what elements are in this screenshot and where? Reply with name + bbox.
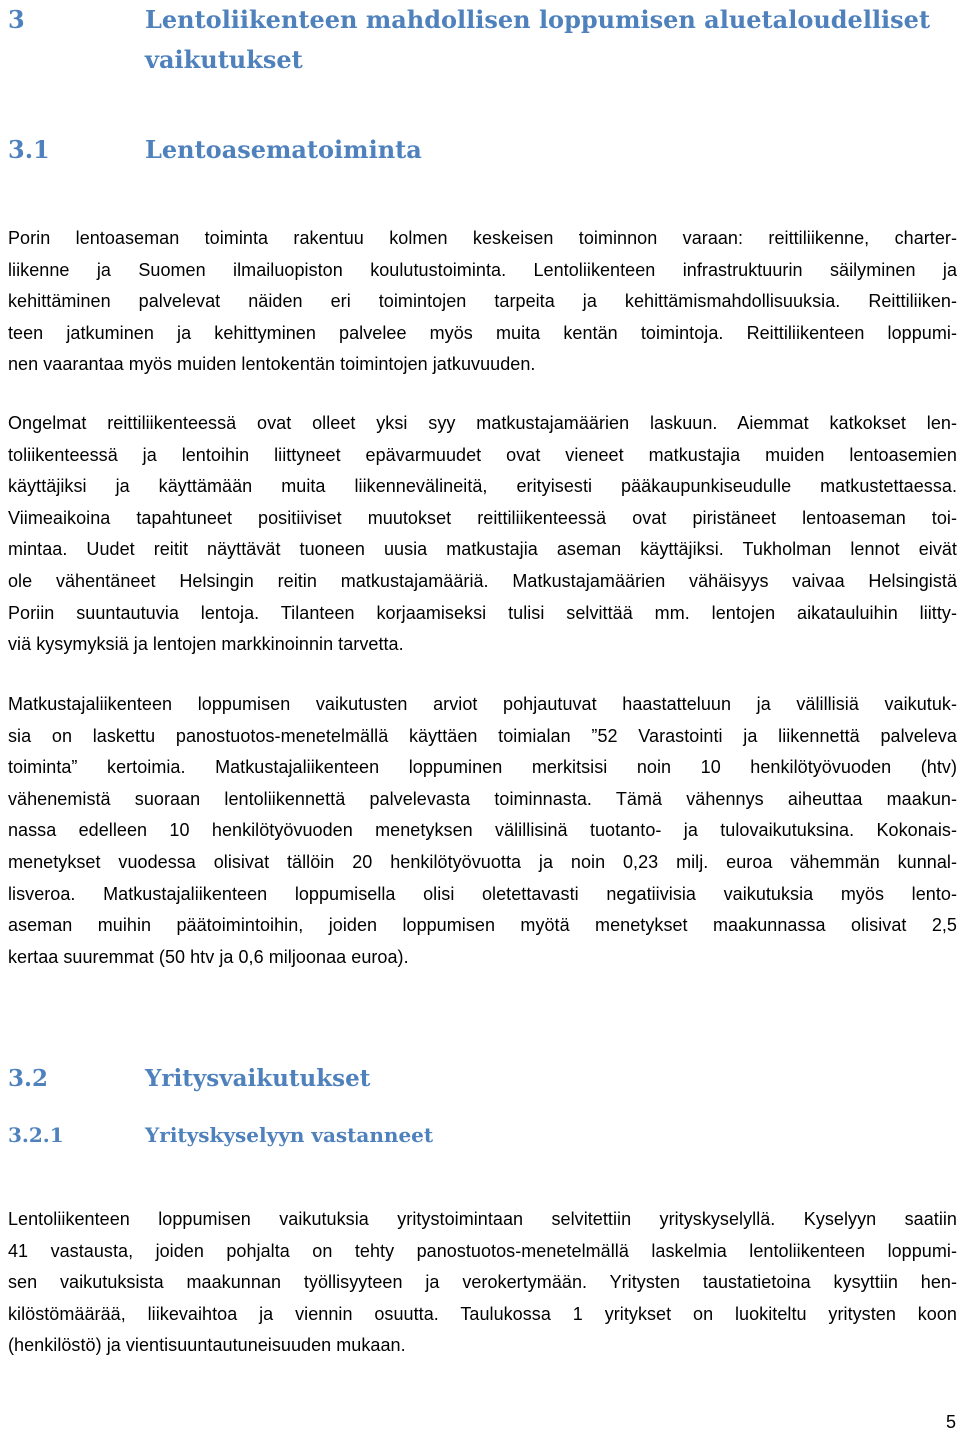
paragraph-1 [8,223,957,381]
section-3-1-title: Lentoasematoiminta [145,135,422,164]
section-3-2-1-number: 3.2.1 [8,1123,64,1147]
paragraph-3-line: Matkustajaliikenteen loppumisen vaikutusten arviot pohjautuvat haastatteluun ja välillisiä vaikutuk- [8,694,957,714]
paragraph-1-line: nen vaarantaa myös muiden lentokentän toimintojen jatkuvuuden. [8,354,536,375]
paragraph-4-line: sen vaikutuksista maakunnan työllisyyteen ja verokertymään. Yritysten taustatietoina kysyttiin hen- [8,1272,957,1293]
section-3-1-number: 3.1 [8,135,50,164]
paragraph-2-line: Ongelmat reittiliikenteessä ovat olleet yksi syy matkustajamäärien laskuun. Aiemmat katkokset len- [8,413,957,433]
paragraph-3-line: nassa edelleen 10 henkilötyövuoden menetyksen välillisinä tuotanto- ja tulovaikutuksina. Kokonais- [8,820,957,841]
section-3-2-1-title: Yrityskyselyyn vastanneet [145,1123,434,1147]
paragraph-3-line: menetykset vuodessa olisivat tällöin 20 henkilötyövuotta ja noin 0,23 milj. euroa vähemmän kunnal- [8,851,957,872]
paragraph-1-line: teen jatkuminen ja kehittyminen palvelee myös muita kentän toimintoja. Reittiliikenteen loppumi- [8,322,957,343]
paragraph-4-line: 41 vastausta, joiden pohjalta on tehty panostuotos-menetelmällä laskelmia lentoliikenteen loppumi- [8,1240,957,1261]
paragraph-2-line: ole vähentäneet Helsingin reitin matkustajamääriä. Matkustajamäärien vähäisyys vaivaa Helsingistä [8,570,957,591]
paragraph-3-line: vähenemistä suoraan lentoliikennettä palvelevasta toiminnasta. Tämä vähennys aiheuttaa maakun- [8,788,957,809]
section-3-title-line2: vaikutukset [145,45,303,74]
paragraph-4 [8,1204,957,1362]
paragraph-2-line: viä kysymyksiä ja lentojen markkinoinnin tarvetta. [8,634,404,655]
section-3-title [145,0,945,80]
paragraph-3-line: sia on laskettu panostuotos-menetelmällä käyttäen toimialan ”52 Varastointi ja liikennettä palveleva [8,725,957,746]
paragraph-2-line: mintaa. Uudet reitit näyttävät tuoneen uusia matkustajia aseman käyttäjiksi. Tukholman lennot eivät [8,539,957,560]
paragraph-2-line: käyttäjiksi ja käyttämään muita liikennevälineitä, erityisesti pääkaupunkiseudulle matkustettaessa. [8,476,957,497]
page-number: 5 [945,1412,956,1432]
paragraph-1-line: kehittäminen palvelevat näiden eri toimintojen tarpeita ja kehittämismahdollisuuksia. Reittiliiken- [8,291,957,312]
paragraph-3-line: aseman muihin päätoimintoihin, joiden loppumisen myötä menetykset maakunnassa olisivat 2,5 [8,915,957,936]
paragraph-4-line: Lentoliikenteen loppumisen vaikutuksia yritystoimintaan selvitettiin yrityskyselyllä. Kyselyyn saatiin [8,1209,957,1229]
paragraph-3-line: lisveroa. Matkustajaliikenteen loppumisella olisi oletettavasti negatiivisia vaikutuksia myös lento- [8,883,957,904]
paragraph-2 [8,408,957,661]
paragraph-3-line: kertaa suuremmat (50 htv ja 0,6 miljoonaa euroa). [8,946,409,967]
paragraph-1-line: liikenne ja Suomen ilmailuopiston koulutustoiminta. Lentoliikenteen infrastruktuurin säilyminen ja [8,259,957,280]
section-3-number: 3 [8,5,25,34]
paragraph-3-line: toiminta” kertoimia. Matkustajaliikenteen loppuminen merkitsisi noin 10 henkilötyövuoden (htv) [8,757,957,778]
paragraph-2-line: toliikenteessä ja lentoihin liittyneet epävarmuudet ovat vieneet matkustajia muiden lentoasemien [8,444,957,465]
paragraph-4-line: (henkilöstö) ja vientisuuntautuneisuuden mukaan. [8,1335,406,1356]
section-3-2-number: 3.2 [8,1065,49,1092]
paragraph-2-line: Viimeaikoina tapahtuneet positiiviset muutokset reittiliikenteessä ovat piristäneet lentoaseman toi- [8,507,957,528]
section-3-2-title: Yritysvaikutukset [145,1065,371,1092]
paragraph-4-line: kilöstömäärää, liikevaihtoa ja viennin osuutta. Taulukossa 1 yritykset on luokiteltu yritysten koon [8,1303,957,1324]
paragraph-2-line: Poriin suuntautuvia lentoja. Tilanteen korjaamiseksi tulisi selvittää mm. lentojen aikatauluihin liitty- [8,602,957,623]
paragraph-1-line: Porin lentoaseman toiminta rakentuu kolmen keskeisen toiminnon varaan: reittiliikenne, charter- [8,228,957,248]
section-3-title-line1: Lentoliikenteen mahdollisen loppumisen aluetaloudelliset [145,5,931,34]
paragraph-3 [8,689,957,973]
